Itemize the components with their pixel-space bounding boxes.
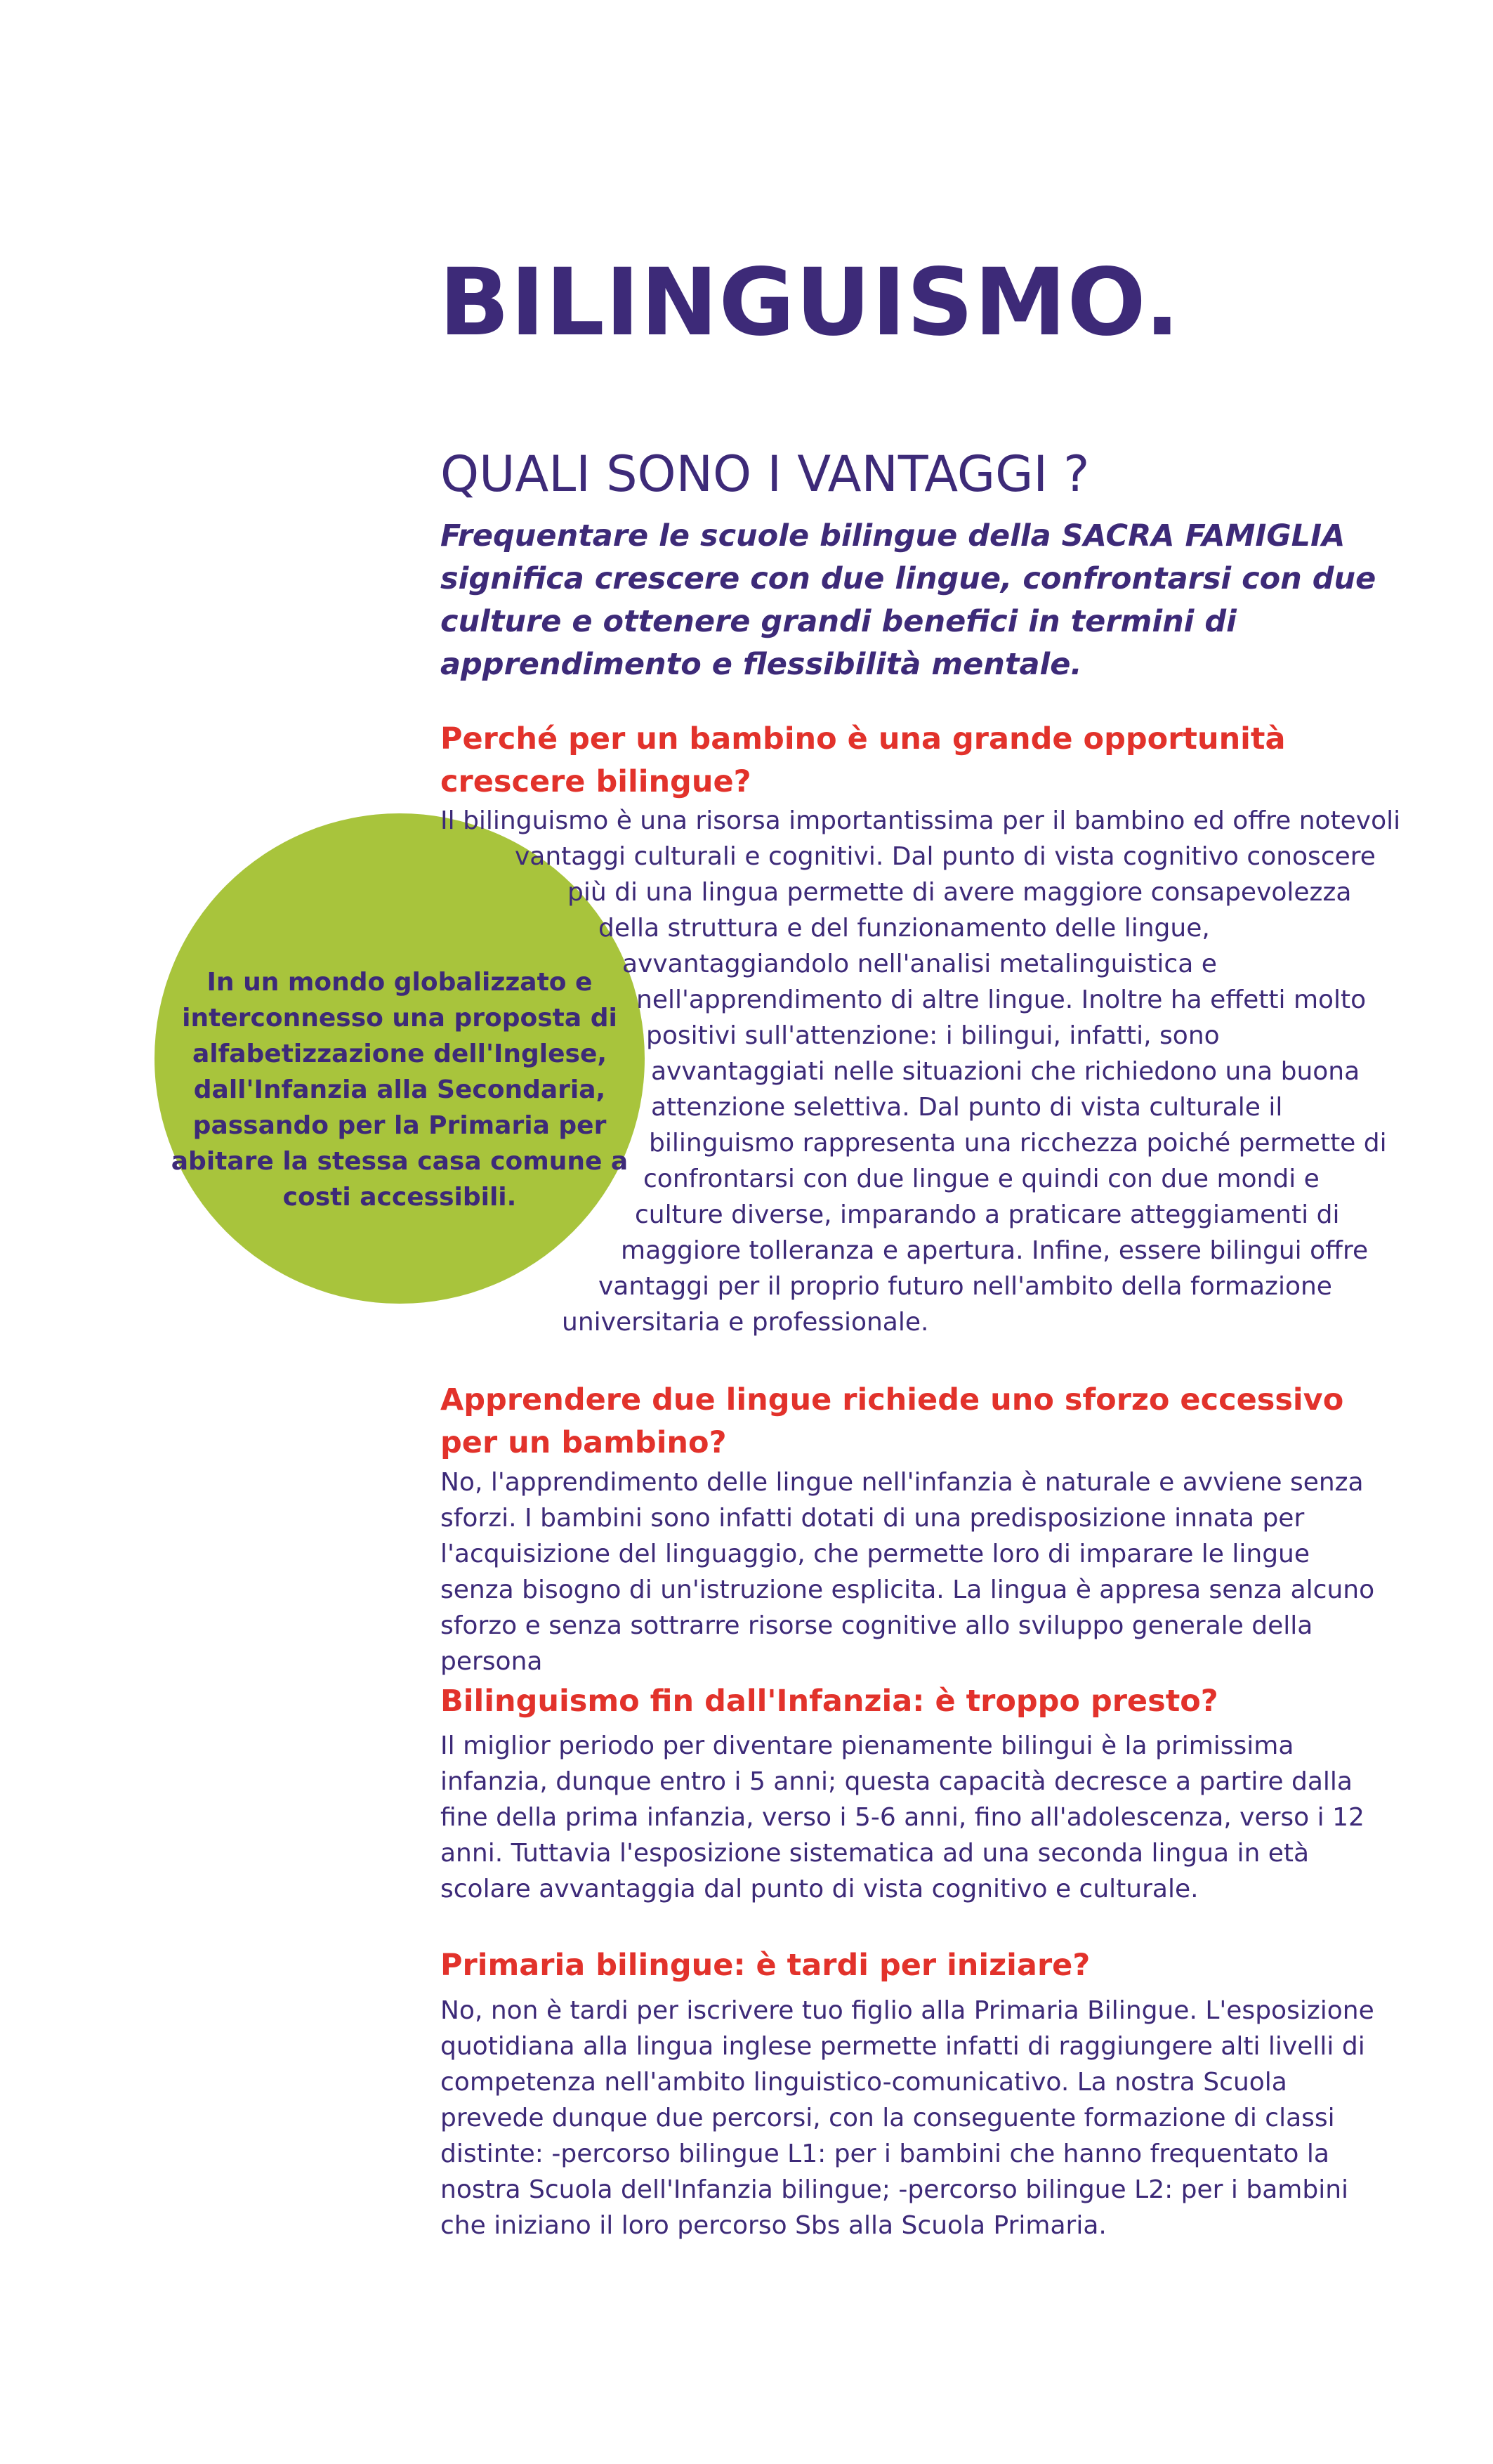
section1-line: positivi sull'attenzione: i bilingui, infatti, sono [646,1021,1220,1050]
page-title: BILINGUISMO. [439,249,1180,357]
section1-line: più di una lingua permette di avere maggiore consapevolezza [567,878,1352,907]
section1-line: bilinguismo rappresenta una ricchezza poiché permette di [649,1129,1387,1158]
callout-text: In un mondo globalizzato e interconnesso una proposta di alfabetizzazione dell'Inglese, dall'Infanzia alla Secondaria, passando per la Primaria per abitare la stessa casa comune a costi accessibili. [171,968,629,1212]
section1-line: della struttura e del funzionamento delle lingue, [598,914,1210,943]
section1-line: vantaggi culturali e cognitivi. Dal punto di vista cognitivo conoscere [515,842,1376,871]
section1-line: attenzione selettiva. Dal punto di vista culturale il [651,1093,1283,1122]
section1-line: vantaggi per il proprio futuro nell'ambito della formazione [598,1272,1332,1301]
section1-line: confrontarsi con due lingue e quindi con due mondi e [643,1165,1320,1193]
section3-body: Il miglior periodo per diventare pienamente bilingui è la primissima infanzia, dunque entro i 5 anni; questa capacità decresce a partire dalla fine della prima infanzia, verso i 5-6 anni, fino all'adolescenza, verso i 12 anni. Tuttavia l'esposizione sistematica ad una seconda lingua in età scolare avvantaggia dal punto di vista cognitivo e culturale. [440,1731,1364,1903]
section1-question: Perché per un bambino è una grande opportunità crescere bilingue? [440,721,1286,799]
intro-paragraph: Frequentare le scuole bilingue della SACRA FAMIGLIA significa crescere con due lingue, confrontarsi con due culture e ottenere grandi benefici in termini di apprendimento e flessibilità mentale. [440,518,1376,682]
section1-line: avvantaggiati nelle situazioni che richiedono una buona [651,1057,1360,1086]
section1-line: universitaria e professionale. [562,1308,929,1337]
section2-body: No, l'apprendimento delle lingue nell'infanzia è naturale e avviene senza sforzi. I bambini sono infatti dotati di una predisposizione innata per l'acquisizione del linguaggio, che permette loro di imparare le lingue senza bisogno di un'istruzione esplicita. La lingua è appresa senza alcuno sforzo e senza sottrarre risorse cognitive allo sviluppo generale della persona [440,1468,1375,1676]
section4-question: Primaria bilingue: è tardi per iniziare? [440,1948,1091,1983]
page-subtitle: QUALI SONO I VANTAGGI ? [440,445,1090,503]
section1-line: maggiore tolleranza e apertura. Infine, essere bilingui offre [621,1236,1369,1265]
section1-line: nell'apprendimento di altre lingue. Inoltre ha effetti molto [636,985,1367,1014]
section4-body: No, non è tardi per iscrivere tuo figlio alla Primaria Bilingue. L'esposizione quotidiana alla lingua inglese permette infatti di raggiungere alti livelli di competenza nell'ambito linguistico-comunicativo. La nostra Scuola prevede dunque due percorsi, con la conseguente formazione di classi distinte: -percorso bilingue L1: per i bambini che hanno frequentato la nostra Scuola dell'Infanzia bilingue; -percorso bilingue L2: per i bambini che iniziano il loro percorso Sbs alla Scuola Primaria. [440,1996,1374,2240]
section3-question: Bilinguismo fin dall'Infanzia: è troppo presto? [440,1684,1218,1719]
section2-question: Apprendere due lingue richiede uno sforzo eccessivo per un bambino? [440,1382,1344,1460]
section1-line: avvantaggiandolo nell'analisi metalinguistica e [622,950,1217,978]
section1-line: Il bilinguismo è una risorsa importantissima per il bambino ed offre notevoli [440,806,1401,835]
section1-line: culture diverse, imparando a praticare atteggiamenti di [635,1200,1340,1229]
